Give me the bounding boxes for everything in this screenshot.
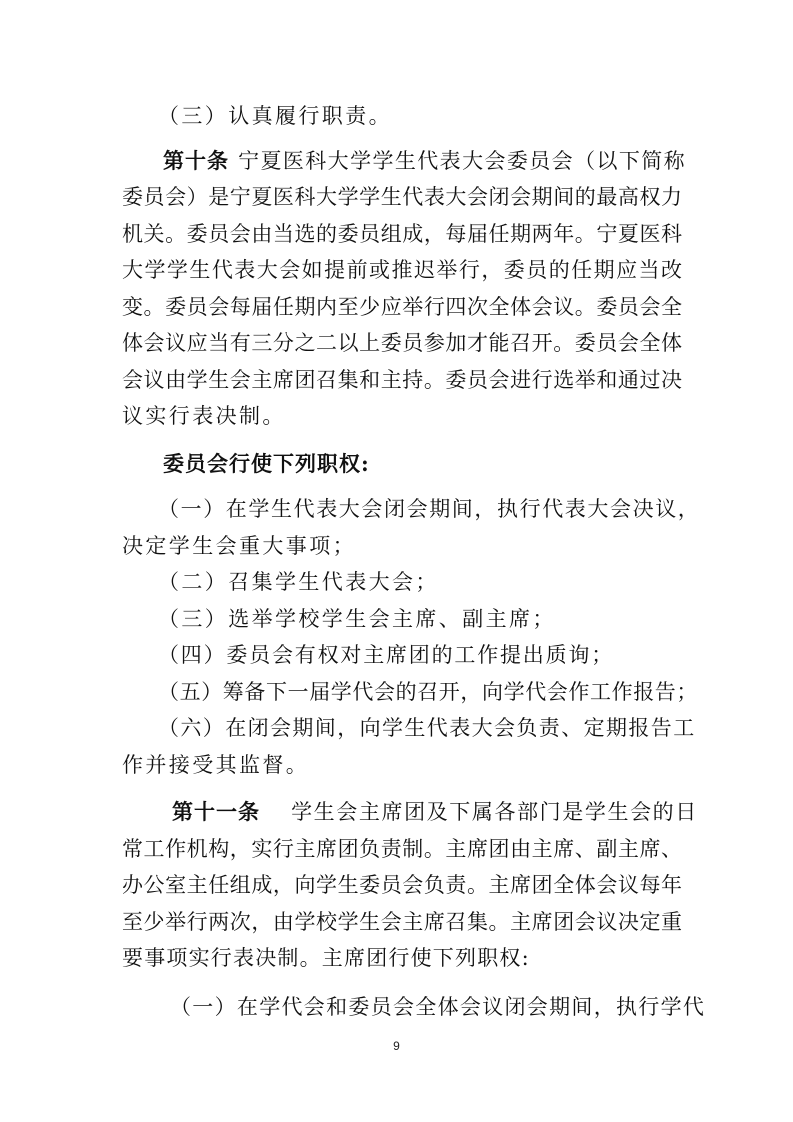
text-line: 常工作机构，实行主席团负责制。主席团由主席、副主席、 <box>122 837 682 861</box>
power-item-3: （三）选举学校学生会主席、副主席； <box>158 607 556 631</box>
article-11-item-1: （一）在学代会和委员会全体会议闭会期间，执行学代 <box>170 995 706 1019</box>
power-item-2: （二）召集学生代表大会； <box>158 570 439 594</box>
article-10-first-line <box>163 146 687 176</box>
powers-heading: 委员会行使下列职权: <box>163 451 370 476</box>
text-line: 办公室主任组成，向学生委员会负责。主席团全体会议每年 <box>122 873 682 897</box>
text-line: 作并接受其监督。 <box>122 753 310 777</box>
article-10-heading: 第十条 <box>163 148 229 173</box>
article-10-text: 宁夏医科大学学生代表大会委员会（以下简称 <box>238 149 687 173</box>
text-line: 机关。委员会由当选的委员组成，每届任期两年。宁夏医科 <box>122 222 682 246</box>
article-11-first-line <box>172 797 698 827</box>
power-item-5: （五）筹备下一届学代会的召开，向学代会作工作报告； <box>158 680 698 704</box>
text-line: 议实行表决制。 <box>122 404 286 428</box>
article-11-heading: 第十一条 <box>172 799 260 824</box>
power-item-1: （一）在学生代表大会闭会期间，执行代表大会决议， <box>158 497 701 521</box>
text-line: 决定学生会重大事项； <box>122 534 356 558</box>
text-line: 体会议应当有三分之二以上委员参加才能召开。委员会全体 <box>122 331 682 355</box>
text-line: （三）认真履行职责。 <box>158 104 392 128</box>
text-line: 大学学生代表大会如提前或推迟举行，委员的任期应当改 <box>122 258 682 282</box>
power-item-6: （六）在闭会期间，向学生代表大会负责、定期报告工 <box>158 716 696 740</box>
text-line: 至少举行两次，由学校学生会主席召集。主席团会议决定重 <box>122 910 682 934</box>
power-item-4: （四）委员会有权对主席团的工作提出质询； <box>158 643 614 667</box>
text-line: 变。委员会每届任期内至少应举行四次全体会议。委员会全 <box>122 295 682 319</box>
page-number: 9 <box>393 1039 400 1053</box>
text-line: 委员会）是宁夏医科大学学生代表大会闭会期间的最高权力 <box>122 185 682 209</box>
text-line: 要事项实行表决制。主席团行使下列职权: <box>122 946 530 970</box>
text-line: 会议由学生会主席团召集和主持。委员会进行选举和通过决 <box>122 368 682 392</box>
article-11-text: 学生会主席团及下属各部门是学生会的日 <box>291 800 698 824</box>
